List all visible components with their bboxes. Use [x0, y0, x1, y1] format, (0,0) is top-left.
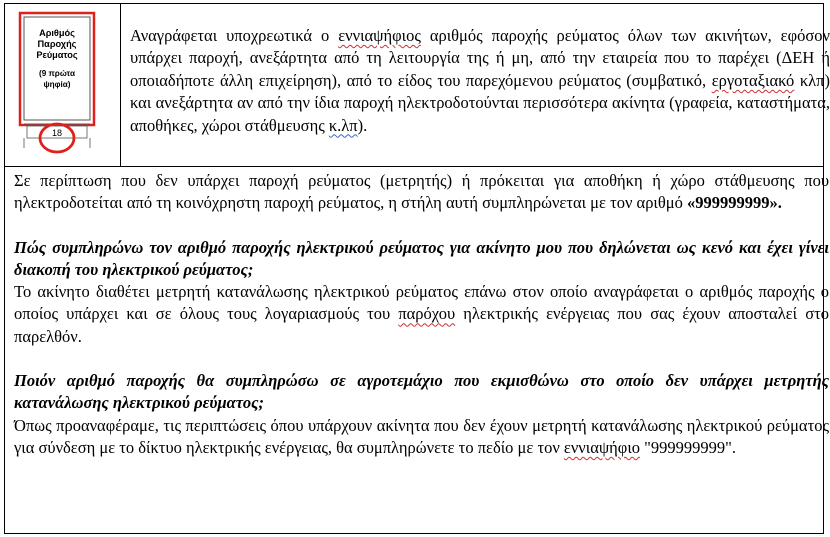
- cell-divider-horizontal: [4, 166, 824, 167]
- spell-flag-word: εννιαψήφιος: [338, 26, 421, 45]
- form-field-illustration: [19, 12, 95, 158]
- faq-body: [14, 170, 829, 459]
- form-field-title-line-3: Ρεύματος: [36, 50, 78, 60]
- form-field-example-value: 18: [51, 128, 63, 138]
- form-field-title-line-2: Παροχής: [37, 39, 77, 49]
- form-field-hint-line-1: (9 πρώτα: [38, 69, 76, 78]
- form-field-title-line-1: Αριθμός: [39, 28, 75, 38]
- question-agricultural-land: Ποιόν αριθμό παροχής θα συμπληρώσω σε αγροτεμάχιο που εκμισθώνω στο οποίο δεν υπάρχει μετρητής κατανάλωσης ηλεκτρικού ρεύματος;: [14, 371, 829, 413]
- answer-vacant-property: Το ακίνητο διαθέτει μετρητή κατανάλωσης ηλεκτρικού ρεύματος επάνω στον οποίο αναγράφεται ο αριθμός παροχής ο οποίος υπάρχει και σε όλους τους λογαριασμούς του παρόχου ηλεκτρικής ενέργειας που σας έχουν αποσταλεί στο παρελθόν.: [14, 282, 829, 346]
- cell-divider-vertical: [120, 3, 121, 166]
- no-meter-paragraph: Σε περίπτωση που δεν υπάρχει παροχή ρεύματος (μετρητής) ή πρόκειται για αποθήκη ή χώρο στάθμευσης που ηλεκτροδοτείται από τη κοινόχρηστη παροχή ρεύματος, η στήλη αυτή συμπληρώνεται με τον αριθμό «999999999».: [14, 171, 829, 213]
- answer-agricultural-land: Όπως προαναφέραμε, τις περιπτώσεις όπου υπάρχουν ακίνητα που δεν έχουν μετρητή κατανάλωσης ηλεκτρικού ρεύματος για σύνδεση με το δίκτυο ηλεκτρικής ενέργειας, θα συμπληρώνετε το πεδίο με τον εννιαψήφιο "999999999".: [14, 415, 829, 457]
- form-field-hint-line-2: ψηφία): [43, 80, 71, 89]
- spell-flag-word: εργοταξιακό: [711, 70, 795, 90]
- grammar-flag-word: κ.λπ: [328, 115, 358, 135]
- question-vacant-property: Πώς συμπληρώνω τον αριθμό παροχής ηλεκτρικού ρεύματος για ακίνητο μου που δηλώνεται ως κενό και έχει γίνει διακοπή του ηλεκτρικού ρεύματος;: [14, 237, 829, 279]
- field-description: Αναγράφεται υποχρεωτικά ο εννιαψήφιος αριθμός παροχής ρεύματος όλων των ακινήτων, εφόσον υπάρχει παροχή, ανεξάρτητα από τη λειτουργία της ή μη, από την εταιρεία που το παρέχει (ΔΕΗ ή οποιαδήποτε άλλη επιχείρηση), από το είδος του παρεχόμενου ρεύματος (συμβατικό, εργοταξιακό κλπ) και ανεξάρτητα αν από την ίδια παροχή ηλεκτροδοτούνται περισσότερα ακίνητα (γραφεία, καταστήματα, αποθήκες, χώροι στάθμευσης κ.λπ).: [130, 26, 830, 135]
